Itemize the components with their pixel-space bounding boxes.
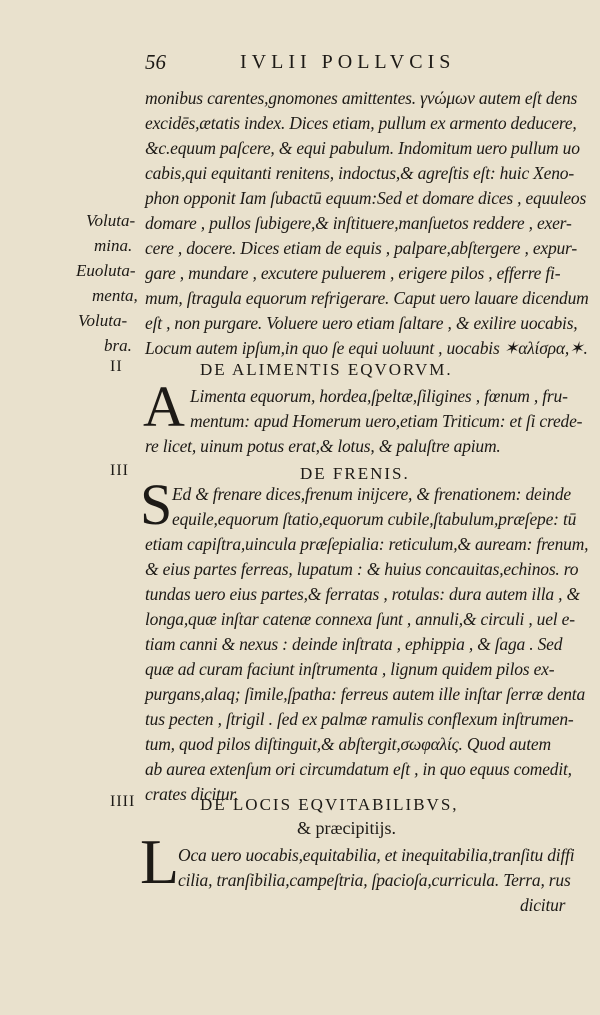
body-line: equile,equorum ſtatio,equorum cubile,ſtabulum,præſepe: tū: [172, 509, 577, 529]
body-line: quæ ad curam faciunt inſtrumenta , lignum quidem pilos ex-: [145, 659, 555, 679]
body-line: longa,quæ inſtar catenæ connexa ſunt , annuli,& circuli , uel e-: [145, 609, 575, 629]
body-line: Ed & frenare dices,frenum inijcere, & frenationem: deinde: [172, 484, 571, 504]
body-line: ab aurea extenſum ori circumdatum eſt , in quo equus comedit,: [145, 759, 572, 779]
drop-capital: S: [140, 472, 173, 537]
body-line: etiam capiſtra,uincula præſepialia: reticulum,& auream: frenum,: [145, 534, 589, 554]
body-line: mentum: apud Homerum uero,etiam Triticum: et ſi crede-: [190, 411, 583, 431]
section-subheading: & præcipitijs.: [297, 818, 396, 838]
body-line: & eius partes ferreas, lupatum : & huius concauitas,echinos. ro: [145, 559, 579, 579]
section-number: III: [110, 462, 129, 479]
body-line: tundas uero eius partes,& ferratas , rotulas: dura autem illa , &: [145, 584, 580, 604]
section-number: IIII: [110, 793, 136, 810]
body-line: mum, ſtragula equorum refrigerare. Caput uero lauare dicendum: [145, 288, 589, 308]
body-line: cere , docere. Dices etiam de equis , palpare,abſtergere , expur-: [145, 238, 577, 258]
margin-note: bra.: [104, 336, 132, 355]
body-line: domare , pullos ſubigere,& inſtituere,manſuetos reddere , exer-: [145, 213, 572, 233]
drop-capital: A: [143, 374, 185, 439]
body-line: gare , mundare , excutere puluerem , erigere pilos , efferre fi-: [145, 263, 561, 283]
page-header: [0, 50, 600, 80]
margin-note: Voluta-: [86, 211, 136, 230]
page-number: 56: [145, 50, 166, 74]
margin-note: menta,: [92, 286, 138, 305]
section-heading: DE FRENIS.: [300, 464, 410, 483]
body-line: purgans,alaq; ſimile,ſpatha: ferreus autem ille inſtar ſerræ denta: [145, 684, 585, 704]
section-heading: DE ALIMENTIS EQVORVM.: [200, 360, 453, 379]
body-line: &c.equum paſcere, & equi pabulum. Indomitum uero pullum uo: [145, 138, 580, 158]
drop-capital: L: [140, 826, 180, 897]
catchword: dicitur: [520, 895, 566, 915]
section-number: II: [110, 358, 123, 375]
body-line: tus pecten , ſtrigil . ſed ex palmæ ramulis conflexum inſtrumen-: [145, 709, 574, 729]
body-line: Locum autem ipſum,in quo ſe equi uoluunt , uocabis ✶αλίσρα,✶.: [145, 338, 588, 358]
running-title: IVLII POLLVCIS: [240, 51, 456, 73]
body-line: re licet, uinum potus erat,& lotus, & paluſtre apium.: [145, 436, 501, 456]
body-line: eſt , non purgare. Voluere uero etiam ſaltare , & exilire uocabis,: [145, 313, 578, 333]
body-line: crates dicitur.: [145, 784, 239, 804]
body-line: cabis,qui equitanti renitens, indoctus,& agreſtis eſt: huic Xeno-: [145, 163, 574, 183]
margin-note: Euoluta-: [76, 261, 136, 280]
body-line: excidēs,ætatis index. Dices etiam, pullum ex armento deducere,: [145, 113, 577, 133]
body-line: Limenta equorum, hordea,ſpeltæ,ſiligines , fœnum , fru-: [190, 386, 568, 406]
body-line: tum, quod pilos diſtinguit,& abſtergit,σωφαλίς. Quod autem: [145, 734, 551, 754]
margin-note: mina.: [94, 236, 133, 255]
body-line: Oca uero uocabis,equitabilia, et inequitabilia,tranſitu diffi: [178, 845, 575, 865]
section-heading: DE LOCIS EQVITABILIBVS,: [200, 795, 459, 814]
body-line: tiam canni & nexus : deinde inſtrata , ephippia , & ſaga . Sed: [145, 634, 563, 654]
body-line: phon opponit Iam ſubactū equum:Sed et domare dices , equuleos: [145, 188, 587, 208]
margin-note: Voluta-: [78, 311, 128, 330]
body-line: monibus carentes,gnomones amittentes. γνώμων autem eſt dens: [145, 88, 578, 108]
body-line: cilia, tranſibilia,campeſtria, ſpacioſa,curricula. Terra, rus: [178, 870, 571, 890]
